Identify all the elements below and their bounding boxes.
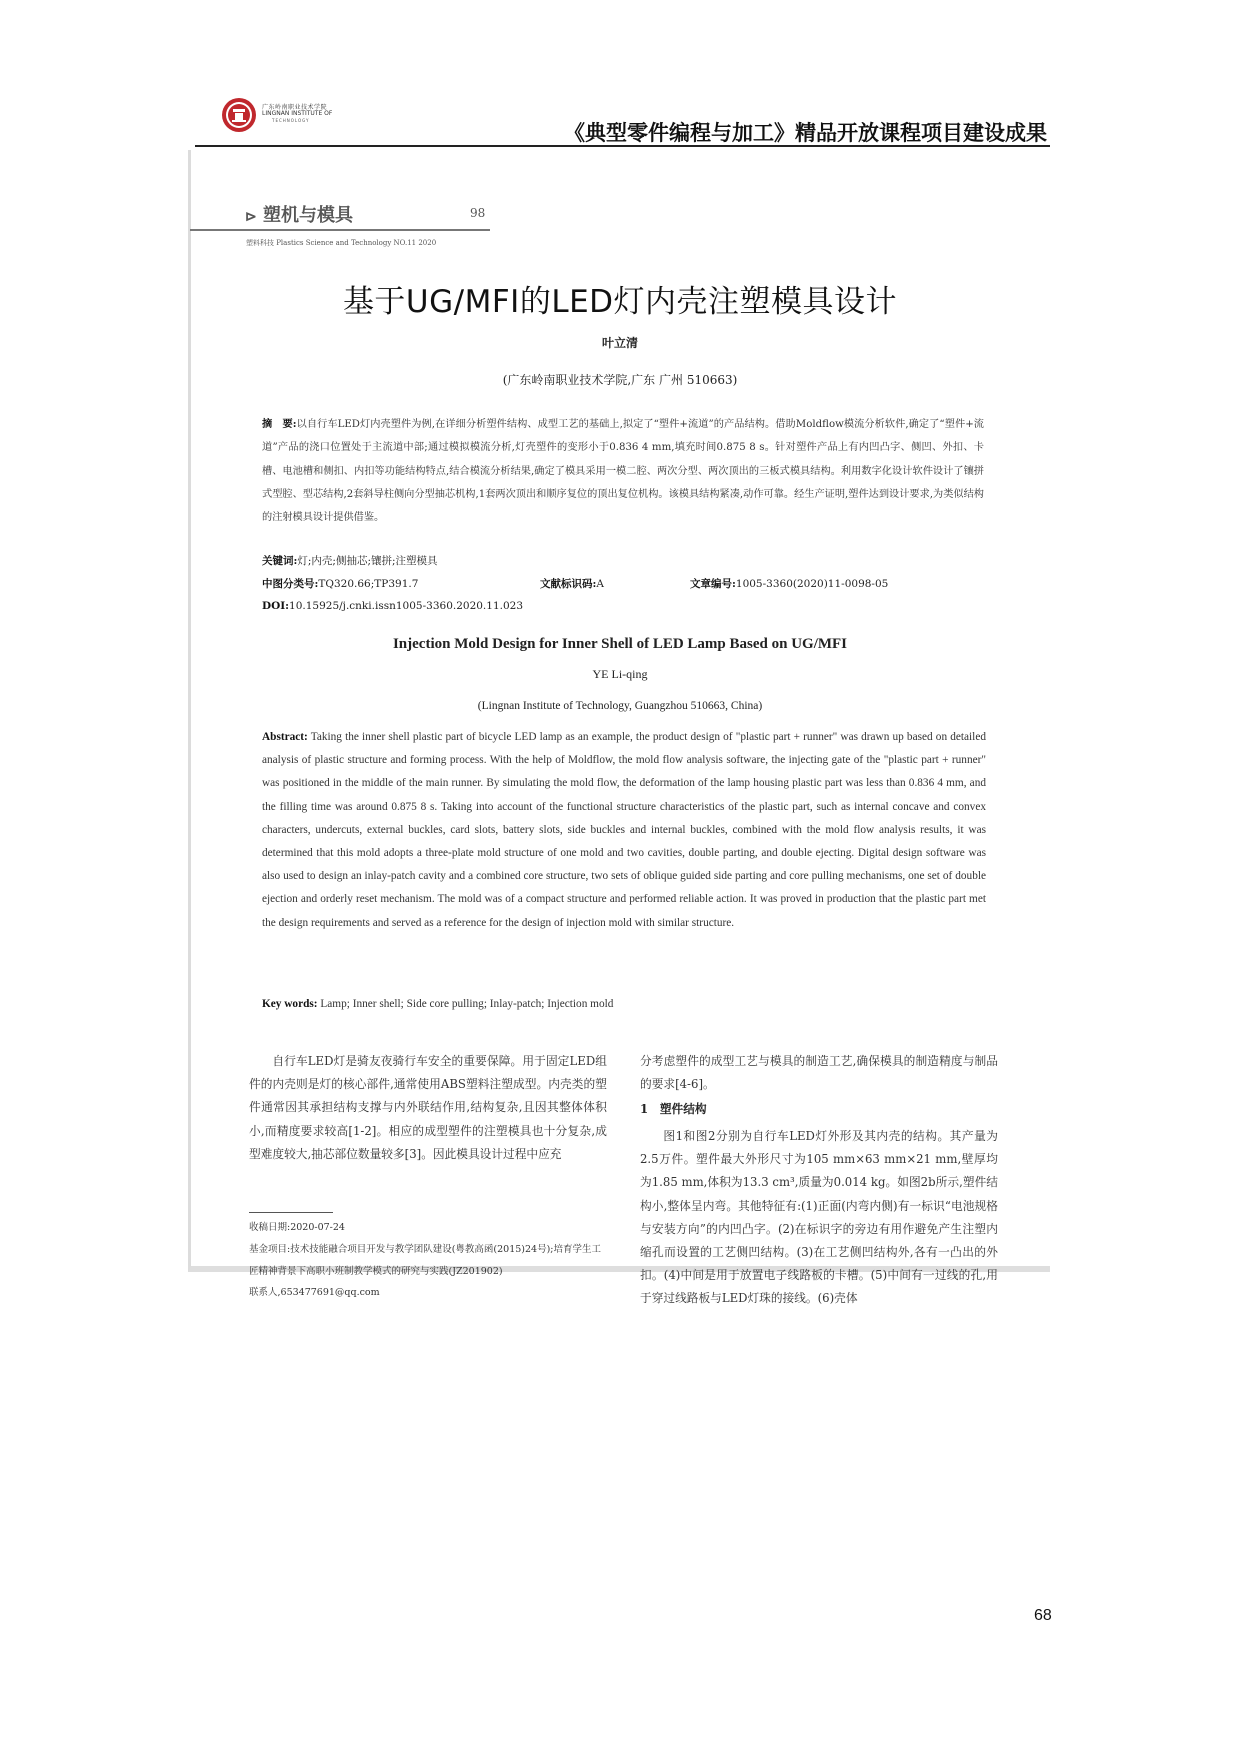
page-number: 68 <box>1034 1607 1052 1624</box>
document-code <box>540 576 604 591</box>
author-en: YE Li-qing <box>592 667 648 681</box>
keywords-cn <box>262 553 438 568</box>
clc-value: TQ320.66;TP391.7 <box>318 578 419 590</box>
doc-code-value: A <box>596 578 604 590</box>
abstract-label-en: Abstract: <box>262 731 308 743</box>
abstract-text-en: Taking the inner shell plastic part of bicycle LED lamp as an example, the product design of "plastic part + runner" was drawn up based on detailed analysis of plastic structure and forming process. With the help of Moldflow, the mold flow analysis software, the injecting gate of the "plastic part + runner" was positioned in the middle of the main runner. By simulating the mold flow, the deformation of the lamp housing plastic part was less than 0.836 4 mm, and the filling time was around 0.875 8 s. Taking into account of the functional structure characteristics of the plastic part, such as internal concave and convex characters, undercuts, external buckles, card slots, battery slots, side buckles and internal buckles, combined with the mold flow analysis results, it was determined that this mold adopts a three-plate mold structure of one mold and two cavities, double parting, and double ejecting. Digital design software was also used to design an inlay-patch cavity and a combined core structure, two sets of oblique guided side parting and core pulling mechanisms, one set of double ejection and orderly reset mechanism. The mold was of a compact structure and performed reliable action. It was proved in production that the plastic part met the design requirements and served as a reference for the design of injection mold with similar structure. <box>262 731 986 929</box>
institution-name-cn: 广东岭南职业技术学院 <box>262 104 328 111</box>
keywords-en <box>262 998 613 1010</box>
body-text-right-1: 分考虑塑件的成型工艺与模具的制造工艺,确保模具的制造精度与制品的要求[4-6]。 <box>640 1054 998 1092</box>
journal-mark-icon: ⊳ <box>245 209 257 225</box>
article-no-value: 1005-3360(2020)11-0098-05 <box>735 578 889 590</box>
institute-logo-icon <box>221 97 257 133</box>
doi-label: DOI: <box>262 600 290 612</box>
abstract-label-cn: 摘 要: <box>262 418 297 430</box>
institution-name-en: LINGNAN INSTITUTE OF <box>262 110 333 117</box>
doi <box>262 600 523 612</box>
article-no-label: 文章编号: <box>690 578 736 590</box>
body-text-right-2: 图1和图2分别为自行车LED灯外形及其内壳的结构。其产量为2.5万件。塑件最大外形尺寸为105 mm×63 mm×21 mm,壁厚均为1.85 mm,体积为13.3 cm³,质量为0.014 kg。如图2b所示,塑件结构小,整体呈内弯。其他特征有:(1)正面(内弯内侧)有一标识“电池规格与安装方向”的内凹凸字。(2)在标识字的旁边有用作避免产生注塑内缩孔而设置的工艺侧凹结构。(3)在工艺侧凹结构外,各有一凸出的外扣。(4)中间是用于放置电子线路板的卡槽。(5)中间有一过线的孔,用于穿过线路板与LED灯珠的接线。(6)壳体 <box>640 1129 998 1306</box>
header-divider <box>195 145 1050 147</box>
journal-subtitle: 塑料科技 Plastics Science and Technology NO.11 2020 <box>246 239 437 247</box>
abstract-text-cn: 以自行车LED灯内壳塑件为例,在详细分析塑件结构、成型工艺的基础上,拟定了“塑件+流道”的产品结构。借助Moldflow模流分析软件,确定了“塑件+流道”产品的浇口位置处于主流道中部;通过模拟模流分析,灯壳塑件的变形小于0.836 4 mm,填充时间0.875 8 s。针对塑件产品上有内凹凸字、侧凹、外扣、卡槽、电池槽和侧扣、内扣等功能结构特点,结合模流分析结果,确定了模具采用一模二腔、两次分型、两次顶出的三板式模具结构。利用数字化设计软件设计了镶拼式型腔、型芯结构,2套斜导柱侧向分型抽芯机构,1套两次顶出和顺序复位的顶出复位机构。该模具结构紧凑,动作可靠。经生产证明,塑件达到设计要求,为类似结构的注射模具设计提供借鉴。 <box>262 419 984 524</box>
keywords-text-cn: 灯;内壳;侧抽芯;镶拼;注塑模具 <box>297 555 438 567</box>
article-title-cn: 基于UG/MFI的LED灯内壳注塑模具设计 <box>342 284 898 320</box>
journal-name-text: 塑机与模具 <box>263 205 354 226</box>
abstract-cn <box>262 413 984 529</box>
page-header-title: 《典型零件编程与加工》精品开放课程项目建设成果 <box>564 121 1047 145</box>
abstract-en <box>262 726 986 935</box>
doc-code-label: 文献标识码: <box>540 578 597 590</box>
keywords-text-en: Lamp; Inner shell; Side core pulling; Inlay-patch; Injection mold <box>320 998 614 1010</box>
journal-name <box>245 201 353 227</box>
body-text-left: 自行车LED灯是骑友夜骑行车安全的重要保障。用于固定LED组件的内壳则是灯的核心部件,通常使用ABS塑料注塑成型。内壳类的塑件通常因其承担结构支撑与内外联结作用,结构复杂,且因其整体体积小,而精度要求较高[1-2]。相应的成型塑件的注塑模具也十分复杂,成型难度较大,抽芯部位数量较多[3]。因此模具设计过程中应充 <box>249 1054 607 1161</box>
author-cn: 叶立清 <box>601 336 638 350</box>
footnote-contact: 联系人,653477691@qq.com <box>249 1287 380 1299</box>
footnotes <box>249 1217 607 1304</box>
affiliation-cn: (广东岭南职业技术学院,广东 广州 510663) <box>502 373 738 387</box>
article-title-en: Injection Mold Design for Inner Shell of LED Lamp Based on UG/MFI <box>392 636 848 652</box>
clc-label: 中图分类号: <box>262 578 319 590</box>
article-number <box>690 576 888 591</box>
doi-value: 10.15925/j.cnki.issn1005-3360.2020.11.023 <box>289 600 524 612</box>
journal-page-number: 98 <box>470 206 486 220</box>
footnote-divider <box>249 1212 333 1213</box>
footnote-fund: 基金项目:技术技能融合项目开发与教学团队建设(粤教高函(2015)24号);培育学生工匠精神背景下高职小班制教学模式的研究与实践(JZ201902) <box>249 1243 601 1277</box>
affiliation-en: (Lingnan Institute of Technology, Guangzhou 510663, China) <box>477 700 763 712</box>
clc-number <box>262 576 418 591</box>
journal-divider <box>190 229 490 231</box>
keywords-label-cn: 关键词: <box>262 555 298 567</box>
section-heading: 1 塑件结构 <box>640 1102 707 1116</box>
institution-name-en-2: TECHNOLOGY <box>272 118 310 123</box>
keywords-label-en: Key words: <box>262 998 318 1010</box>
footnote-received: 收稿日期:2020-07-24 <box>249 1222 345 1233</box>
